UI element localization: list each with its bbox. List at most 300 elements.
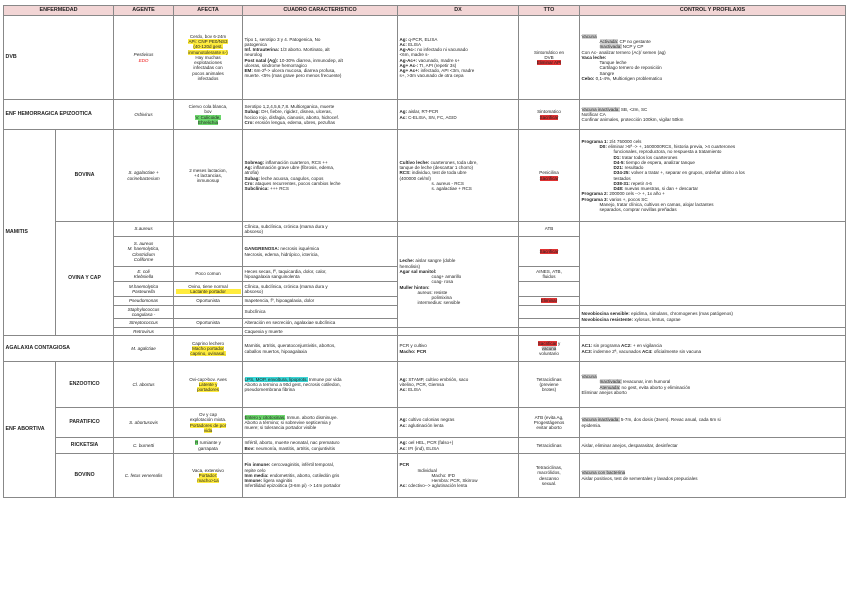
disease-name: DVB (4, 16, 114, 100)
cell-text: ligera vaginitis (262, 478, 293, 484)
cell-line (245, 298, 396, 303)
disease-name: ENF ABORTIVA (4, 362, 56, 498)
cuadro-cell (243, 438, 398, 454)
cell-line (245, 120, 396, 125)
cell-text: brotes) (541, 387, 557, 393)
cell-line: Klebsiella (133, 274, 154, 279)
cell-text: Programa 1: (581, 138, 609, 144)
cell-text: atrofia) (244, 170, 259, 176)
cell-text: pocos animales (192, 70, 224, 76)
cell-line (521, 176, 578, 181)
cell-text: Mamitis, artritis, queratoconjuntivitis, abortos, (244, 343, 336, 349)
cell-text: DVB (544, 54, 554, 60)
cell-text: Vacuna con bacterina (581, 470, 626, 476)
cell-line: Coliforme (133, 256, 154, 262)
cell-line (245, 73, 396, 78)
cell-text: Vacuna inactivada: (581, 106, 620, 112)
dx-cell (398, 130, 519, 222)
cell-text: IFI (ind), ELISA (406, 445, 440, 451)
cell-text: testados (613, 175, 631, 181)
cell-line (582, 76, 844, 81)
cell-text: +4 lactancias, (194, 172, 222, 178)
cell-text: epidima, simulans, chromogenes (mas patógenos) (629, 311, 733, 317)
cell-text: Subclínica (244, 309, 266, 315)
row-abortiva (4, 454, 846, 498)
cell-line (116, 420, 172, 425)
cell-line (521, 226, 578, 231)
cell-text: Clínica, subclínica, crónica (mama dura y (244, 283, 328, 289)
cell-text: repetir 4-6 (629, 180, 652, 186)
cell-text: Cultivo leche: (399, 159, 430, 165)
cell-text: erosión lengua, edema, ubres, pezuñas (253, 119, 336, 125)
cell-text: R (195, 440, 199, 446)
agent-cell (114, 438, 174, 454)
cell-text: D48: (613, 186, 624, 191)
cell-text: macho>1a (197, 478, 219, 484)
cell-text: Latente y (198, 381, 218, 387)
affects-cell (174, 336, 243, 362)
cell-text: y (556, 340, 561, 346)
cell-text: Ag: (399, 417, 408, 423)
cuadro-cell (243, 282, 398, 297)
cell-text: vitelino, PCR, Giemsa (399, 381, 444, 387)
cell-text: Macho: PCR (399, 348, 427, 354)
cell-text: q-PCR, ELISA (407, 36, 438, 42)
row-mamitis-ovina (4, 222, 846, 237)
cell-text: separados, comprar novillas preñadas (599, 207, 677, 212)
cell-line (245, 446, 396, 451)
cell-text: Ov y cap (199, 412, 217, 417)
dx-cell (398, 362, 519, 408)
cell-text: C. fetus venerealis (124, 472, 163, 478)
cell-text: Inf. Intrauterina: (244, 47, 280, 52)
cell-text: bov (204, 109, 212, 115)
cell-text: Tetraciclinas (536, 442, 562, 448)
cell-text: Programa 3: (581, 196, 609, 202)
agent-cell (114, 282, 174, 297)
header-row (4, 6, 846, 16)
cell-text: Portador: (198, 472, 218, 478)
cell-text: APi: CNP PE0/NS3 (188, 39, 228, 45)
subtype-label: RICKETSIA (56, 438, 114, 454)
cell-text: C-ELISA, SN, FC, AGID (406, 114, 457, 120)
cell-text: V. Culicoide, (195, 114, 221, 120)
agent-cell (114, 267, 174, 282)
affects-cell (174, 328, 243, 336)
cell-text: evitar aborto (536, 425, 562, 431)
cuadro-cell (243, 454, 398, 498)
tto-cell (519, 267, 580, 282)
row-dvb (4, 16, 846, 100)
cell-text: muerte. <5% (mas grave pero menos frecuente) (244, 73, 342, 79)
cell-text: Cartilago ternero de reposición (599, 65, 662, 71)
cell-text: xylosus, lentus, caprae (633, 316, 681, 322)
cell-text: tiempo de espera, analizar tanque (624, 159, 695, 165)
control-cell (580, 306, 846, 328)
cell-line: Oportunista (196, 298, 220, 304)
cell-text: cultivo colonias negras (407, 417, 455, 423)
affects-cell (174, 408, 243, 438)
cell-text: C. burnetti (133, 442, 154, 448)
cell-text: Ag-Ac+: (399, 57, 418, 63)
cell-text: nuevas muestras, si dan + descartar (623, 186, 699, 191)
cell-text: STAMP, cultivo embrión, saco (407, 376, 469, 382)
cell-text: S. agalactiae + (128, 170, 159, 176)
row-mamitis-ovina (4, 328, 846, 336)
tto-cell (519, 16, 580, 100)
cuadro-cell (243, 306, 398, 319)
cell-text: Serotipo 1,2,4,5,6,7,8. Multiorganica, muerte (244, 104, 335, 109)
tto-cell (519, 328, 580, 336)
control-cell (580, 362, 846, 408)
cell-text: rumiante y (198, 440, 221, 446)
cell-text: coag- rosa (431, 279, 453, 285)
cell-line (245, 309, 396, 314)
cell-text: necrosis isquémica (279, 246, 320, 252)
control-cell (580, 336, 846, 362)
cell-text: Hembra: PCR, Skirrow (431, 478, 478, 484)
cell-text: polimixina (431, 295, 452, 301)
cell-text: inflamación cuarteron, RCS ++ (264, 159, 328, 165)
cell-text: D4-5: (613, 159, 625, 165)
cell-line (521, 274, 578, 279)
cell-text: Infértil, aborto, muerte neonatal, nac prematuro (244, 440, 340, 446)
disease-name: MAMITIS (4, 130, 56, 336)
cell-line (582, 423, 844, 428)
cell-text: infectado, API <3m, madre (419, 68, 475, 73)
cell-text: inflamación grave ubre (fibrosis, edema, (252, 165, 335, 170)
cell-text: indemne 2ª, vacunados (592, 348, 641, 354)
cell-text: pseudomembrana fibrina (244, 387, 295, 393)
cuadro-cell (243, 237, 398, 267)
cell-text: Individual (417, 467, 437, 473)
cell-line (582, 476, 844, 481)
cell-line (245, 289, 396, 294)
cell-text: absceso) (244, 229, 263, 234)
cell-text: patogenica (244, 41, 267, 47)
cell-text: Ag-Ac-: (399, 47, 416, 52)
header-cuadro: CUADRO CARACTERISTICO (243, 6, 398, 16)
tto-cell (519, 319, 580, 328)
cell-line (245, 425, 396, 430)
cell-line (582, 317, 844, 322)
cell-text: Post natal (Ag): (244, 57, 279, 63)
cell-text: Fin inmune: (244, 462, 271, 468)
dx-cell (398, 454, 519, 498)
affects-cell (174, 100, 243, 130)
cell-text: caballos muertos, hipoagalaxia (244, 348, 307, 354)
cell-line (400, 73, 517, 78)
cell-text: epidemia. (581, 422, 602, 428)
cell-text: Eliminar (540, 298, 558, 304)
tto-cell (519, 362, 580, 408)
cell-line (176, 76, 241, 81)
cell-text: portadores (197, 387, 219, 393)
tto-cell (519, 297, 580, 306)
cell-line (521, 443, 578, 448)
row-agalaxia (4, 336, 846, 362)
affects-cell (174, 362, 243, 408)
cell-text: Leche: (399, 258, 415, 264)
subtype-label: BOVINO (56, 454, 114, 498)
cell-text: neurolog (244, 52, 263, 58)
control-cell (580, 408, 846, 438)
disease-name: ENF HEMORRAGICA EPIZOOTICA (4, 100, 114, 130)
row-abortiva (4, 362, 846, 408)
dx-cell (398, 237, 519, 328)
cell-text: EDO (138, 57, 149, 63)
cell-line (521, 298, 578, 303)
cell-text: PCR (399, 462, 410, 468)
cell-text: 2 meses lactacion, (189, 167, 227, 173)
cell-line: Oportunista (196, 320, 220, 326)
cell-line (245, 274, 396, 279)
cell-line: Retrovirus (133, 328, 154, 334)
control-cell (580, 130, 846, 222)
cell-text: volver a tratar +, separar en grupos, ordeñar ultimo a los (629, 170, 745, 176)
cell-text: Sacrificar (539, 175, 559, 181)
cell-text: Sangre (599, 70, 615, 76)
subtype-label: BOVINA (56, 130, 114, 222)
affects-cell (174, 282, 243, 297)
cell-text: Ac: (399, 445, 407, 451)
cell-text: PCR y cultivo (399, 343, 427, 349)
cell-text: funcionales, reproductora, no respuesta a tratamiento (613, 149, 722, 155)
cell-text: Heces secas, fº, taquicardia, dolor, calor, (244, 268, 327, 274)
row-abortiva (4, 438, 846, 454)
tto-cell (519, 100, 580, 130)
cell-text: Clínica, subclínica, crónica (mama dura y (244, 223, 328, 229)
cell-text: ATB (544, 226, 554, 232)
affects-cell (174, 438, 243, 454)
cell-text: fluidos (542, 274, 556, 279)
tto-cell (519, 237, 580, 267)
cell-text: ELISA (406, 41, 421, 47)
cell-line: Staphylococcus (127, 306, 160, 312)
cell-line (582, 117, 844, 122)
cell-text: 2/4 750000 cels (608, 138, 642, 144)
cell-text: Ag: (399, 36, 408, 42)
cell-line (116, 382, 172, 387)
cell-line (582, 443, 844, 448)
cell-text: Sintomatico (537, 109, 561, 115)
cuadro-cell (243, 100, 398, 130)
dx-cell (398, 438, 519, 454)
cell-line (400, 446, 517, 451)
affects-cell (174, 319, 243, 328)
cell-text: Tetraciclinas (536, 376, 562, 382)
cell-text: Inactivada: (599, 379, 622, 385)
agent-cell (114, 100, 174, 130)
cell-line: M. haemolytica, (127, 246, 160, 252)
cell-text: Atenuada: (599, 384, 621, 390)
cell-text: Novobiocina sensible: (581, 311, 630, 317)
agent-cell: M. agalctiae (114, 336, 174, 362)
cell-line (521, 351, 578, 356)
cell-text: Ciervo cola blanca, (188, 104, 228, 109)
cell-text: Inmune: (244, 478, 263, 484)
cell-text: absceso) (244, 289, 263, 294)
cell-line: M.haemolytica (128, 283, 159, 289)
cell-text: tanque de leche (descartar 1 chorro) (399, 165, 474, 170)
cell-text: Eliminar API (536, 60, 562, 66)
cell-text: resultado (623, 165, 644, 170)
cell-line: S. aureus (133, 241, 154, 246)
cell-text: AC4: (640, 348, 653, 354)
agent-cell (114, 319, 174, 328)
cell-text: Sacrificar (539, 114, 559, 120)
cell-text: sexual. (541, 480, 557, 486)
cell-text: hipoagalaxia sanguinolenta (244, 274, 300, 279)
cell-text: Ehrelichia (198, 119, 218, 125)
cell-line (116, 58, 172, 63)
cell-text: ELISA (406, 387, 421, 393)
cell-text: vacuna (541, 345, 557, 351)
cell-line: Ovino, tiene normal (188, 283, 228, 289)
cell-text: sin programa (592, 343, 620, 349)
dx-cell (398, 336, 519, 362)
cell-text: caprino, ovinasal, (190, 351, 226, 357)
cell-line (521, 249, 578, 254)
agent-cell (114, 16, 174, 100)
header-dx: DX (398, 6, 519, 16)
control-cell (580, 438, 846, 454)
cell-text: Cro: (244, 119, 254, 125)
tto-cell (519, 336, 580, 362)
cell-text: no gest, evita aborto y eliminación (620, 384, 691, 390)
cell-line: S.aureus (134, 226, 153, 232)
cuadro-cell (243, 408, 398, 438)
cell-text: AC3: (581, 348, 593, 354)
affects-cell (174, 222, 243, 237)
cell-line (400, 186, 517, 191)
control-cell (580, 222, 846, 306)
cell-text: Entero y citotoxinas. (244, 414, 286, 420)
cell-text: Novobiocina resistente: (581, 316, 634, 322)
agent-cell (114, 454, 174, 498)
cell-text: voluntario (539, 351, 559, 357)
cell-text: Progestágenos (533, 419, 565, 425)
control-cell (580, 454, 846, 498)
cell-text: intermedius: sensible (417, 300, 461, 306)
cell-text: DH, fiebre, rigidez, disnea, ulceras, (259, 109, 332, 115)
cell-line: E. coli (137, 268, 150, 274)
cell-line: Lactante portador (176, 289, 241, 294)
cell-line (245, 229, 396, 234)
subtype-label: OVINA Y CAP (56, 222, 114, 336)
cell-text: Inmun. aborto disminuye. (285, 414, 338, 420)
cell-text: Aborto a término; si sobrevive septicemia y (244, 419, 332, 425)
cell-text: Ac: (399, 422, 407, 428)
cell-text: endometritis, aborto, cotiledón gris (268, 472, 340, 478)
cuadro-cell (243, 130, 398, 222)
cell-text: 0,1-4%, Multiorigen problematico (594, 75, 663, 81)
header-afecta: AFECTA (174, 6, 243, 16)
cell-text: vacunado, madre s+ (417, 57, 460, 63)
cell-text: Con Ac- analizar ternero (Ac)/ semen (ag) (581, 49, 666, 55)
cell-text: EM: (244, 68, 253, 73)
cell-text: CP no gestante (618, 39, 651, 45)
cell-text: Tetraciclinas, (535, 465, 563, 470)
cell-text: Notificar CA (581, 111, 606, 117)
cell-text: Necrosis, edema, hidrópico, ictericia, (244, 251, 319, 257)
cell-text: inmunotolerante s-) (188, 49, 228, 55)
cell-text: Subclínica: (244, 186, 269, 191)
agent-cell (114, 328, 174, 336)
header-agente: AGENTE (114, 6, 174, 16)
cell-text: 1/3 aborto. Mortinato, alt (279, 47, 330, 52)
cuadro-cell (243, 362, 398, 408)
cell-text: descanso (539, 475, 559, 481)
tto-cell (519, 306, 580, 319)
cell-line (176, 387, 241, 392)
cell-line (116, 473, 172, 478)
cell-text: Sintomático en (533, 49, 565, 55)
tto-cell (519, 130, 580, 222)
cell-text: Inmune por vida (307, 376, 342, 382)
cuadro-cell (243, 267, 398, 282)
cell-line (245, 186, 396, 191)
cell-text: (400000 cel/ml) (399, 175, 431, 181)
cell-text: Orbivirus (134, 111, 153, 117)
cell-line: Pasteurella (132, 289, 155, 294)
cell-text: Portadores de por (189, 422, 227, 428)
cell-line (400, 423, 517, 428)
cell-text: macrólidos, (537, 470, 561, 476)
subtype-label: ENZOOTICO (56, 362, 114, 408)
cell-text: oel HEL, PCR (falso+) (407, 440, 454, 446)
affects-cell (174, 306, 243, 319)
cuadro-cell (243, 336, 398, 362)
dx-cell (398, 16, 519, 100)
cell-text: Cebo: (581, 75, 595, 81)
cell-text: (40-120d gest, (193, 44, 223, 50)
cell-text: cdectivo--> aglutinación lenta (406, 483, 468, 489)
tto-cell (519, 438, 580, 454)
cell-line (116, 112, 172, 117)
cell-text: Ac: (399, 387, 407, 393)
cell-text: Vaca, extensivo (192, 467, 224, 473)
cell-text: AC2: (619, 343, 632, 349)
cell-line: Clostridium (132, 251, 155, 257)
cell-line (176, 446, 241, 451)
cell-line (176, 351, 241, 356)
affects-cell (174, 16, 243, 100)
tto-cell (519, 408, 580, 438)
cell-text: infectados (197, 75, 219, 81)
cell-text: Subag: (244, 175, 260, 181)
dx-cell (398, 408, 519, 438)
cell-text: explotaciones (194, 60, 222, 66)
cell-text: inmunosup (196, 178, 220, 184)
cell-line (521, 60, 578, 65)
cell-text: Confinar animales, protección 100km, vigilar 50km (581, 117, 684, 123)
cell-text: revacunar, inm humoral (621, 379, 671, 385)
cell-text: Agar sal manitol: (399, 268, 437, 274)
cell-text: infectadas con (193, 65, 223, 71)
affects-cell (174, 267, 243, 282)
cell-line (582, 349, 844, 354)
cell-text: + en vigilancia (631, 343, 662, 349)
cell-text: eliminar >5ª -> +, 1600000RCS, historia previa, >4 cuarterones (606, 144, 736, 149)
cell-line: Pseudomonas (128, 298, 159, 304)
cell-text: Ag: (244, 165, 253, 170)
cell-text: Infertilidad epizoótica (3-6m pi) -> 14m portador (244, 483, 341, 489)
cell-line (521, 425, 578, 430)
cell-text: Tanque leche (599, 60, 627, 66)
cell-text: RCS: (399, 170, 411, 176)
cell-text: TI, API (repetir 3s) (418, 62, 457, 68)
